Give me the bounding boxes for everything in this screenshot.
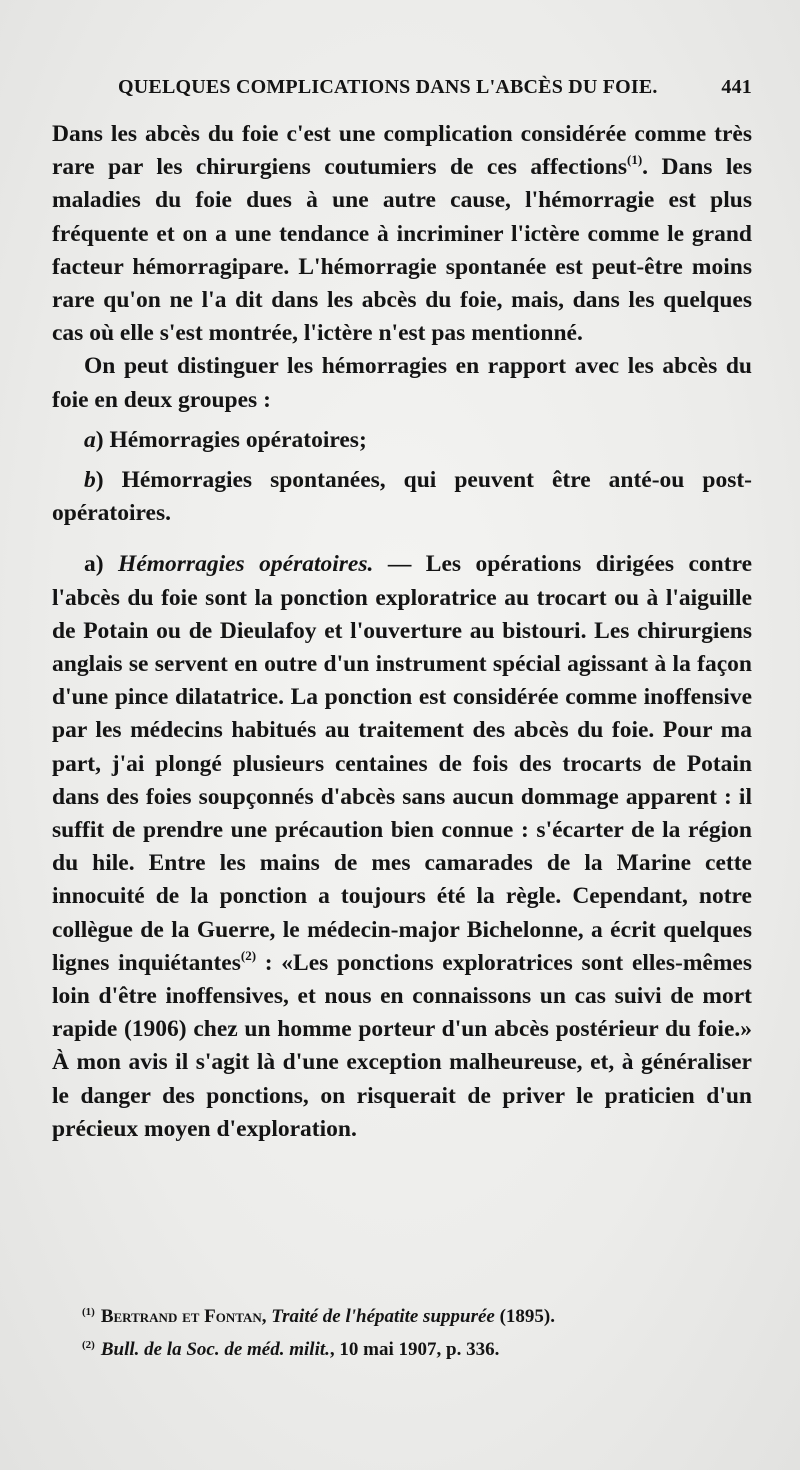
section-heading: Hémorragies opératoires. — [118, 551, 374, 578]
section-lead: a) — [84, 551, 119, 578]
footnote-1-mark: (1) — [82, 1306, 95, 1318]
list-item-b-text: ) Hémorragies spontanées, qui peuvent être anté-ou post-opératoires. — [52, 467, 752, 527]
paragraph-3 — [52, 548, 752, 1146]
footnote-2 — [82, 1331, 754, 1364]
paragraph-1 — [52, 118, 752, 350]
footnote-1-rest: (1895). — [494, 1306, 556, 1327]
paragraph-1-text-a: Dans les abcès du foie c'est une complication considérée comme très rare par les chirurgiens coutumiers de ces affections — [52, 121, 752, 181]
running-header — [118, 76, 752, 99]
footnotes — [82, 1298, 754, 1364]
footnote-1 — [82, 1298, 754, 1331]
footnote-ref-2: (2) — [240, 947, 257, 963]
list-item-a-text: ) Hémorragies opératoires; — [95, 426, 367, 453]
paragraph-3-text-b: : «Les ponctions exploratrices sont elles-mêmes loin d'être inoffensives, et nous en connaissons un cas suivi de mort rapide (1906) chez un homme porteur d'un abcès postérieur du foie.» À mon avis il s'agit là d'une exception malheureuse, et, à généraliser le danger des ponctions, on risquerait de priver le praticien d'un précieux moyen d'exploration. — [52, 949, 752, 1142]
footnote-1-sep: , — [261, 1306, 272, 1327]
list-item-a-marker: a — [84, 426, 96, 453]
footnote-1-title: Traité de l'hépatite suppurée — [271, 1306, 495, 1327]
footnote-2-source: Bull. de la Soc. de méd. milit. — [100, 1339, 330, 1360]
footnote-2-rest: , 10 mai 1907, p. 336. — [329, 1339, 500, 1360]
footnote-ref-1: (1) — [626, 152, 643, 168]
footnote-2-mark: (2) — [82, 1339, 95, 1351]
list-item-a — [52, 424, 752, 457]
footnote-1-authors: Bertrand et Fontan — [100, 1306, 262, 1327]
running-title: QUELQUES COMPLICATIONS DANS L'ABCÈS DU FOIE. — [118, 76, 658, 98]
body-text — [52, 118, 752, 1146]
list-item-b-marker: b — [84, 467, 96, 494]
paragraph-3-text-a: — Les opérations dirigées contre l'abcès du foie sont la ponction exploratrice au trocart ou à l'aiguille de Potain ou de Dieulafoy et l'ouverture au bistouri. Les chirurgiens anglais se servent en outre d'un instrument spécial agissant à la façon d'une pince dilatatrice. La ponction est considérée comme inoffensive par les médecins habitués au traitement des abcès du foie. Pour ma part, j'ai plongé plusieurs centaines de fois des trocarts de Potain dans des foies soupçonnés d'abcès sans aucun dommage apparent : il suffit de prendre une précaution bien connue : s'écarter de la région du hile. Entre les mains de mes camarades de la Marine cette innocuité de la ponction a toujours été la règle. Cependant, notre collègue de la Guerre, le médecin-major Bichelonne, a écrit quelques lignes inquiétantes — [52, 551, 753, 976]
paragraph-2: On peut distinguer les hémorragies en rapport avec les abcès du foie en deux groupes : — [52, 353, 752, 413]
paragraph-1-text-b: . Dans les maladies du foie dues à une autre cause, l'hémorragie est plus fréquente et on a une tendance à incriminer l'ictère comme le grand facteur hémorragipare. L'hémorragie spontanée est peut-être moins rare qu'on ne l'a dit dans les abcès du foie, mais, dans les quelques cas où elle s'est montrée, l'ictère n'est pas mentionné. — [52, 154, 752, 347]
page-number: 441 — [721, 76, 752, 98]
list-item-b — [52, 464, 752, 530]
